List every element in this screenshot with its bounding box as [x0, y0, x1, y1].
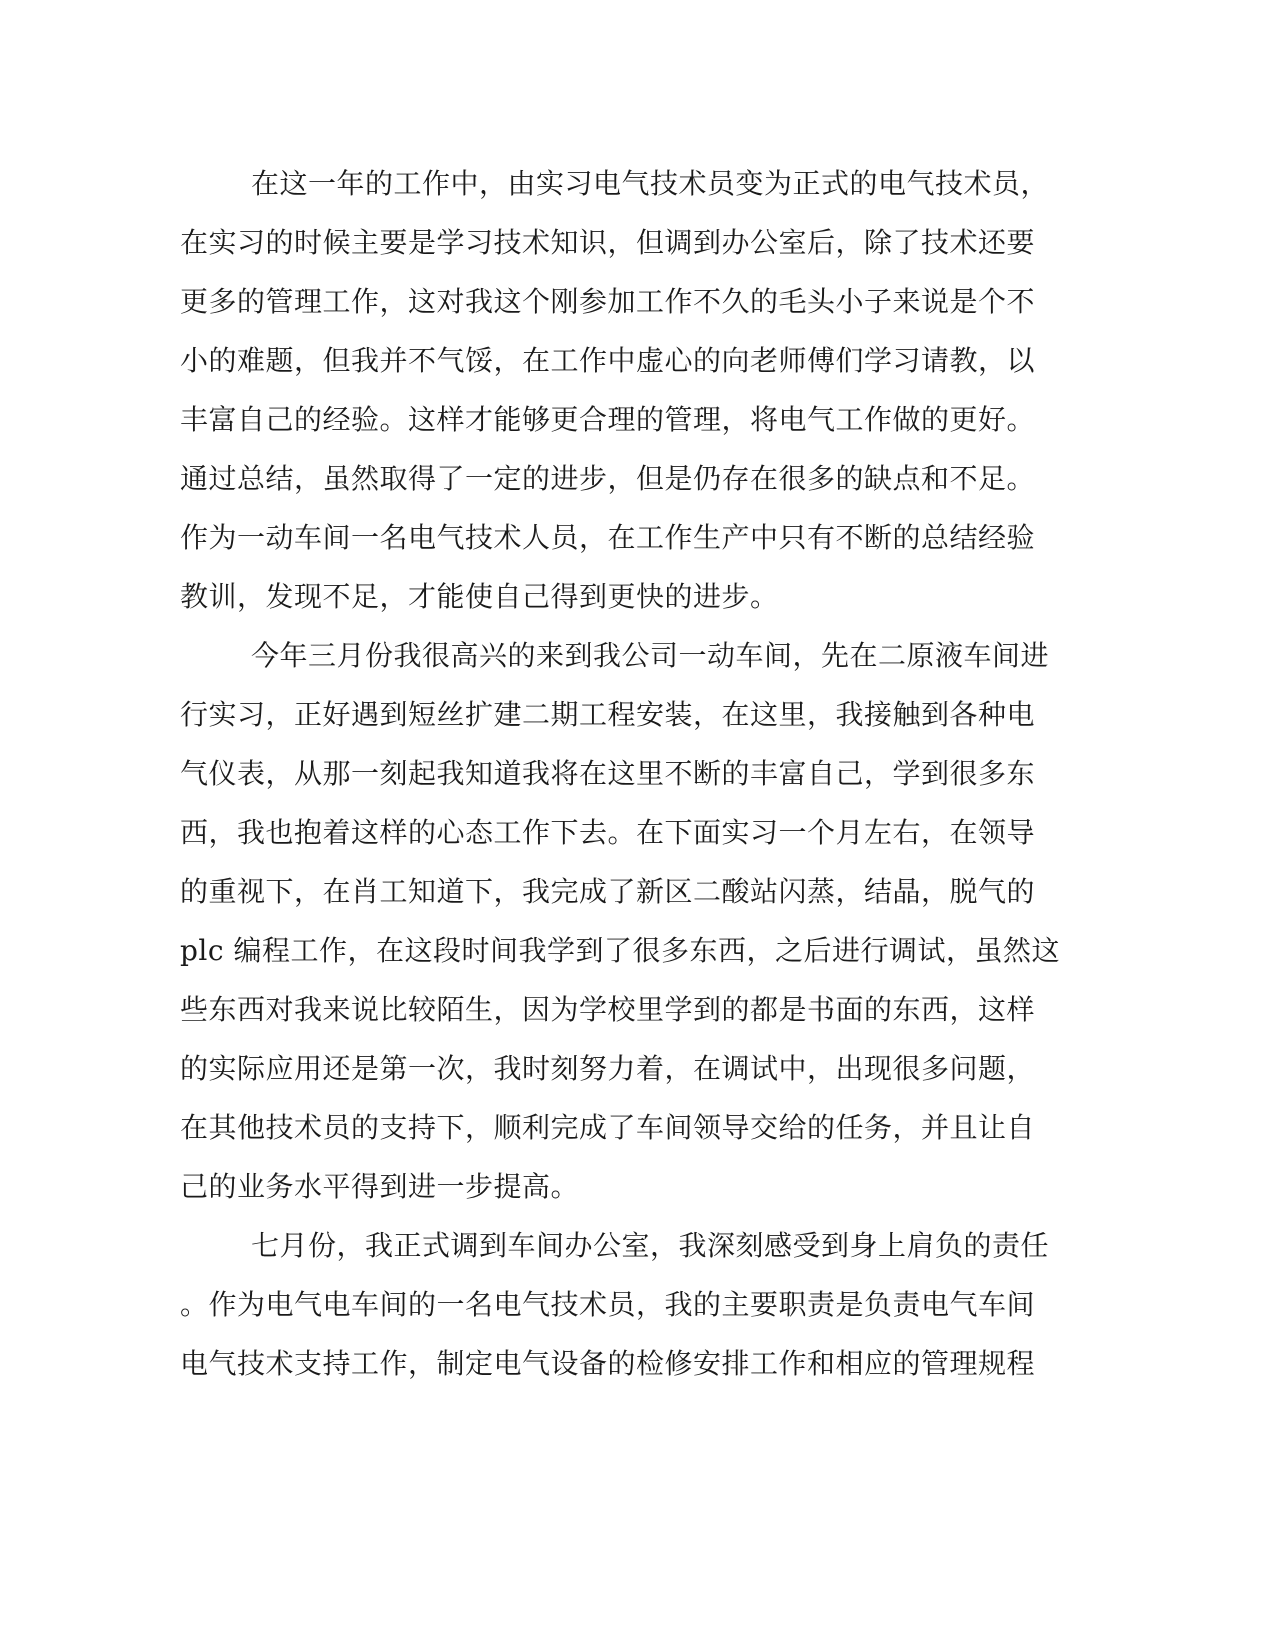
- paragraph-line: 行实习，正好遇到短丝扩建二期工程安装，在这里，我接触到各种电: [180, 698, 1036, 731]
- paragraph-line: 西，我也抱着这样的心态工作下去。在下面实习一个月左右，在领导: [180, 816, 1036, 849]
- paragraph-line: 在其他技术员的支持下，顺利完成了车间领导交给的任务，并且让自: [180, 1111, 1036, 1144]
- paragraph-3: [180, 1216, 1050, 1393]
- paragraph-line: 在实习的时候主要是学习技术知识，但调到办公室后，除了技术还要: [180, 226, 1036, 259]
- body-text: [180, 154, 1060, 1393]
- paragraph-line: 教训，发现不足，才能使自己得到更快的进步。: [180, 580, 779, 613]
- paragraph-line: 的重视下，在肖工知道下，我完成了新区二酸站闪蒸，结晶，脱气的: [180, 875, 1036, 908]
- paragraph-2: [180, 626, 1060, 1216]
- paragraph-line: 气仪表，从那一刻起我知道我将在这里不断的丰富自己，学到很多东: [180, 757, 1036, 790]
- paragraph-line: 些东西对我来说比较陌生，因为学校里学到的都是书面的东西，这样: [180, 993, 1036, 1026]
- paragraph-line: plc 编程工作，在这段时间我学到了很多东西，之后进行调试，虽然这: [180, 934, 1060, 967]
- paragraph-line: 电气技术支持工作，制定电气设备的检修安排工作和相应的管理规程: [180, 1347, 1036, 1380]
- paragraph-line: 小的难题，但我并不气馁，在工作中虚心的向老师傅们学习请教，以: [180, 344, 1036, 377]
- paragraph-line: 丰富自己的经验。这样才能够更合理的管理，将电气工作做的更好。: [180, 403, 1036, 436]
- paragraph-line: 通过总结，虽然取得了一定的进步，但是仍存在很多的缺点和不足。: [180, 462, 1036, 495]
- paragraph-line: 作为一动车间一名电气技术人员，在工作生产中只有不断的总结经验: [180, 521, 1036, 554]
- paragraph-line: 今年三月份我很高兴的来到我公司一动车间，先在二原液车间进: [251, 639, 1050, 672]
- paragraph-line: 的实际应用还是第一次，我时刻努力着，在调试中，出现很多问题，: [180, 1052, 1036, 1085]
- paragraph-1: [180, 154, 1050, 626]
- paragraph-line: 更多的管理工作，这对我这个刚参加工作不久的毛头小子来说是个不: [180, 285, 1036, 318]
- paragraph-line: 七月份，我正式调到车间办公室，我深刻感受到身上肩负的责任: [251, 1229, 1050, 1262]
- paragraph-line: 。作为电气电车间的一名电气技术员，我的主要职责是负责电气车间: [180, 1288, 1036, 1321]
- paragraph-line: 己的业务水平得到进一步提高。: [180, 1170, 580, 1203]
- paragraph-line: 在这一年的工作中，由实习电气技术员变为正式的电气技术员，: [251, 167, 1050, 200]
